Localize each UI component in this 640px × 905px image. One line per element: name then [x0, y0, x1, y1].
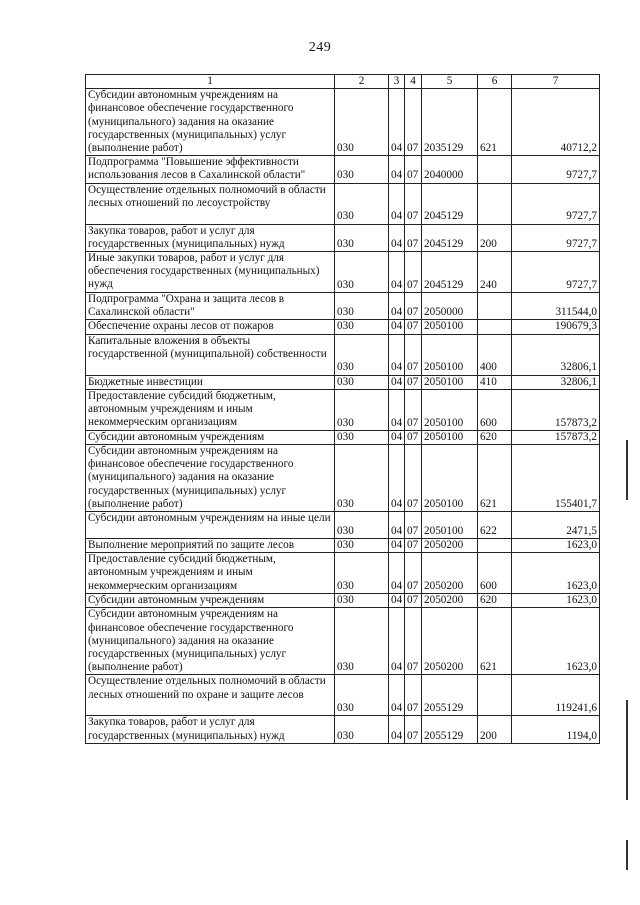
row-amount-cell: 9727,7 [512, 156, 600, 183]
row-section-cell: 04 [389, 512, 405, 539]
table-row [86, 539, 600, 553]
row-ministry-code-cell: 030 [335, 512, 389, 539]
row-subsection-cell: 07 [405, 512, 422, 539]
row-amount-cell: 1623,0 [512, 608, 600, 675]
row-amount-cell: 1623,0 [512, 539, 600, 553]
row-name-cell: Закупка товаров, работ и услуг для государственных (муниципальных) нужд [86, 224, 335, 251]
row-ministry-code-cell: 030 [335, 608, 389, 675]
row-ministry-code-cell: 030 [335, 320, 389, 334]
column-header: 2 [335, 75, 389, 89]
row-subsection-cell: 07 [405, 89, 422, 156]
table-row [86, 389, 600, 430]
row-amount-cell: 1194,0 [512, 716, 600, 743]
row-subsection-cell: 07 [405, 539, 422, 553]
row-expense-type-cell: 621 [478, 89, 512, 156]
table-row [86, 594, 600, 608]
scan-edge-mark [626, 440, 628, 500]
row-subsection-cell: 07 [405, 445, 422, 512]
row-section-cell: 04 [389, 334, 405, 375]
row-ministry-code-cell: 030 [335, 430, 389, 444]
row-expense-type-cell: 400 [478, 334, 512, 375]
row-target-article-cell: 2050200 [422, 539, 478, 553]
row-name-cell: Подпрограмма "Охрана и защита лесов в Сахалинской области" [86, 293, 335, 320]
row-amount-cell: 40712,2 [512, 89, 600, 156]
row-ministry-code-cell: 030 [335, 539, 389, 553]
row-target-article-cell: 2035129 [422, 89, 478, 156]
row-ministry-code-cell: 030 [335, 716, 389, 743]
budget-table [85, 74, 600, 744]
row-target-article-cell: 2055129 [422, 716, 478, 743]
row-expense-type-cell: 621 [478, 445, 512, 512]
row-target-article-cell: 2050200 [422, 594, 478, 608]
page-number: 249 [308, 40, 332, 55]
row-ministry-code-cell: 030 [335, 389, 389, 430]
row-section-cell: 04 [389, 375, 405, 389]
row-amount-cell: 119241,6 [512, 675, 600, 716]
row-target-article-cell: 2050100 [422, 334, 478, 375]
row-target-article-cell: 2045129 [422, 252, 478, 293]
row-name-cell: Выполнение мероприятий по защите лесов [86, 539, 335, 553]
column-header: 7 [512, 75, 600, 89]
row-target-article-cell: 2045129 [422, 224, 478, 251]
row-expense-type-cell: 622 [478, 512, 512, 539]
row-section-cell: 04 [389, 156, 405, 183]
row-subsection-cell: 07 [405, 375, 422, 389]
row-ministry-code-cell: 030 [335, 156, 389, 183]
row-expense-type-cell [478, 183, 512, 224]
row-amount-cell: 190679,3 [512, 320, 600, 334]
row-target-article-cell: 2050200 [422, 608, 478, 675]
row-ministry-code-cell: 030 [335, 553, 389, 594]
row-section-cell: 04 [389, 89, 405, 156]
row-subsection-cell: 07 [405, 594, 422, 608]
table-row [86, 183, 600, 224]
table-body [86, 89, 600, 744]
table-row [86, 224, 600, 251]
row-ministry-code-cell: 030 [335, 183, 389, 224]
table-row [86, 716, 600, 743]
row-section-cell: 04 [389, 594, 405, 608]
row-name-cell: Предоставление субсидий бюджетным, автономным учреждениям и иным некоммерческим организациям [86, 389, 335, 430]
row-expense-type-cell: 600 [478, 389, 512, 430]
row-ministry-code-cell: 030 [335, 293, 389, 320]
table-row [86, 293, 600, 320]
row-name-cell: Подпрограмма "Повышение эффективности использования лесов в Сахалинской области" [86, 156, 335, 183]
row-target-article-cell: 2050100 [422, 320, 478, 334]
row-section-cell: 04 [389, 675, 405, 716]
row-section-cell: 04 [389, 293, 405, 320]
row-name-cell: Осуществление отдельных полномочий в области лесных отношений по охране и защите лесов [86, 675, 335, 716]
row-amount-cell: 2471,5 [512, 512, 600, 539]
row-subsection-cell: 07 [405, 389, 422, 430]
row-expense-type-cell: 621 [478, 608, 512, 675]
row-name-cell: Субсидии автономным учреждениям на иные цели [86, 512, 335, 539]
row-name-cell: Закупка товаров, работ и услуг для государственных (муниципальных) нужд [86, 716, 335, 743]
row-ministry-code-cell: 030 [335, 445, 389, 512]
row-section-cell: 04 [389, 224, 405, 251]
row-ministry-code-cell: 030 [335, 252, 389, 293]
row-section-cell: 04 [389, 553, 405, 594]
row-ministry-code-cell: 030 [335, 594, 389, 608]
row-expense-type-cell [478, 156, 512, 183]
row-target-article-cell: 2050100 [422, 445, 478, 512]
table-row [86, 445, 600, 512]
row-expense-type-cell: 200 [478, 224, 512, 251]
row-name-cell: Иные закупки товаров, работ и услуг для обеспечения государственных (муниципальных) нужд [86, 252, 335, 293]
column-header: 3 [389, 75, 405, 89]
row-expense-type-cell [478, 320, 512, 334]
table-row [86, 512, 600, 539]
row-target-article-cell: 2050100 [422, 389, 478, 430]
row-subsection-cell: 07 [405, 608, 422, 675]
row-target-article-cell: 2050200 [422, 553, 478, 594]
table-row [86, 608, 600, 675]
row-section-cell: 04 [389, 252, 405, 293]
row-amount-cell: 1623,0 [512, 594, 600, 608]
row-amount-cell: 1623,0 [512, 553, 600, 594]
row-target-article-cell: 2050100 [422, 430, 478, 444]
row-section-cell: 04 [389, 320, 405, 334]
row-expense-type-cell [478, 293, 512, 320]
row-subsection-cell: 07 [405, 320, 422, 334]
row-subsection-cell: 07 [405, 553, 422, 594]
row-name-cell: Осуществление отдельных полномочий в области лесных отношений по лесоустройству [86, 183, 335, 224]
column-header: 1 [86, 75, 335, 89]
row-amount-cell: 9727,7 [512, 252, 600, 293]
row-name-cell: Субсидии автономным учреждениям [86, 594, 335, 608]
table-row [86, 334, 600, 375]
row-amount-cell: 311544,0 [512, 293, 600, 320]
row-section-cell: 04 [389, 430, 405, 444]
row-amount-cell: 157873,2 [512, 430, 600, 444]
row-expense-type-cell: 200 [478, 716, 512, 743]
row-name-cell: Предоставление субсидий бюджетным, автономным учреждениям и иным некоммерческим организациям [86, 553, 335, 594]
table-row [86, 156, 600, 183]
table-row [86, 252, 600, 293]
row-section-cell: 04 [389, 716, 405, 743]
row-target-article-cell: 2040000 [422, 156, 478, 183]
row-amount-cell: 9727,7 [512, 183, 600, 224]
column-header: 6 [478, 75, 512, 89]
row-section-cell: 04 [389, 389, 405, 430]
row-expense-type-cell: 620 [478, 594, 512, 608]
row-subsection-cell: 07 [405, 430, 422, 444]
scan-edge-mark [626, 840, 628, 870]
column-header: 5 [422, 75, 478, 89]
column-header: 4 [405, 75, 422, 89]
row-target-article-cell: 2050100 [422, 512, 478, 539]
row-amount-cell: 32806,1 [512, 334, 600, 375]
row-subsection-cell: 07 [405, 675, 422, 716]
table-row [86, 553, 600, 594]
row-amount-cell: 32806,1 [512, 375, 600, 389]
row-expense-type-cell [478, 675, 512, 716]
row-name-cell: Субсидии автономным учреждениям [86, 430, 335, 444]
row-target-article-cell: 2055129 [422, 675, 478, 716]
row-ministry-code-cell: 030 [335, 375, 389, 389]
row-amount-cell: 157873,2 [512, 389, 600, 430]
row-section-cell: 04 [389, 183, 405, 224]
table-row [86, 675, 600, 716]
row-ministry-code-cell: 030 [335, 675, 389, 716]
row-ministry-code-cell: 030 [335, 224, 389, 251]
row-subsection-cell: 07 [405, 716, 422, 743]
row-expense-type-cell: 240 [478, 252, 512, 293]
row-target-article-cell: 2050100 [422, 375, 478, 389]
row-target-article-cell: 2045129 [422, 183, 478, 224]
scan-edge-mark [626, 700, 628, 800]
row-subsection-cell: 07 [405, 334, 422, 375]
row-subsection-cell: 07 [405, 224, 422, 251]
row-expense-type-cell: 410 [478, 375, 512, 389]
row-expense-type-cell: 600 [478, 553, 512, 594]
row-subsection-cell: 07 [405, 156, 422, 183]
row-name-cell: Субсидии автономным учреждениям на финансовое обеспечение государственного (муниципального) задания на оказание государственных (муниципальных) услуг (выполнение работ) [86, 445, 335, 512]
row-amount-cell: 9727,7 [512, 224, 600, 251]
row-name-cell: Субсидии автономным учреждениям на финансовое обеспечение государственного (муниципального) задания на оказание государственных (муниципальных) услуг (выполнение работ) [86, 89, 335, 156]
row-ministry-code-cell: 030 [335, 89, 389, 156]
row-amount-cell: 155401,7 [512, 445, 600, 512]
row-name-cell: Субсидии автономным учреждениям на финансовое обеспечение государственного (муниципального) задания на оказание государственных (муниципальных) услуг (выполнение работ) [86, 608, 335, 675]
row-expense-type-cell [478, 539, 512, 553]
table-row [86, 89, 600, 156]
table-row [86, 320, 600, 334]
row-expense-type-cell: 620 [478, 430, 512, 444]
row-subsection-cell: 07 [405, 183, 422, 224]
row-name-cell: Бюджетные инвестиции [86, 375, 335, 389]
row-subsection-cell: 07 [405, 293, 422, 320]
row-name-cell: Капитальные вложения в объекты государственной (муниципальной) собственности [86, 334, 335, 375]
table-row [86, 375, 600, 389]
table-header-row [86, 75, 600, 89]
row-section-cell: 04 [389, 608, 405, 675]
row-target-article-cell: 2050000 [422, 293, 478, 320]
row-section-cell: 04 [389, 445, 405, 512]
row-ministry-code-cell: 030 [335, 334, 389, 375]
row-section-cell: 04 [389, 539, 405, 553]
table-row [86, 430, 600, 444]
row-subsection-cell: 07 [405, 252, 422, 293]
row-name-cell: Обеспечение охраны лесов от пожаров [86, 320, 335, 334]
